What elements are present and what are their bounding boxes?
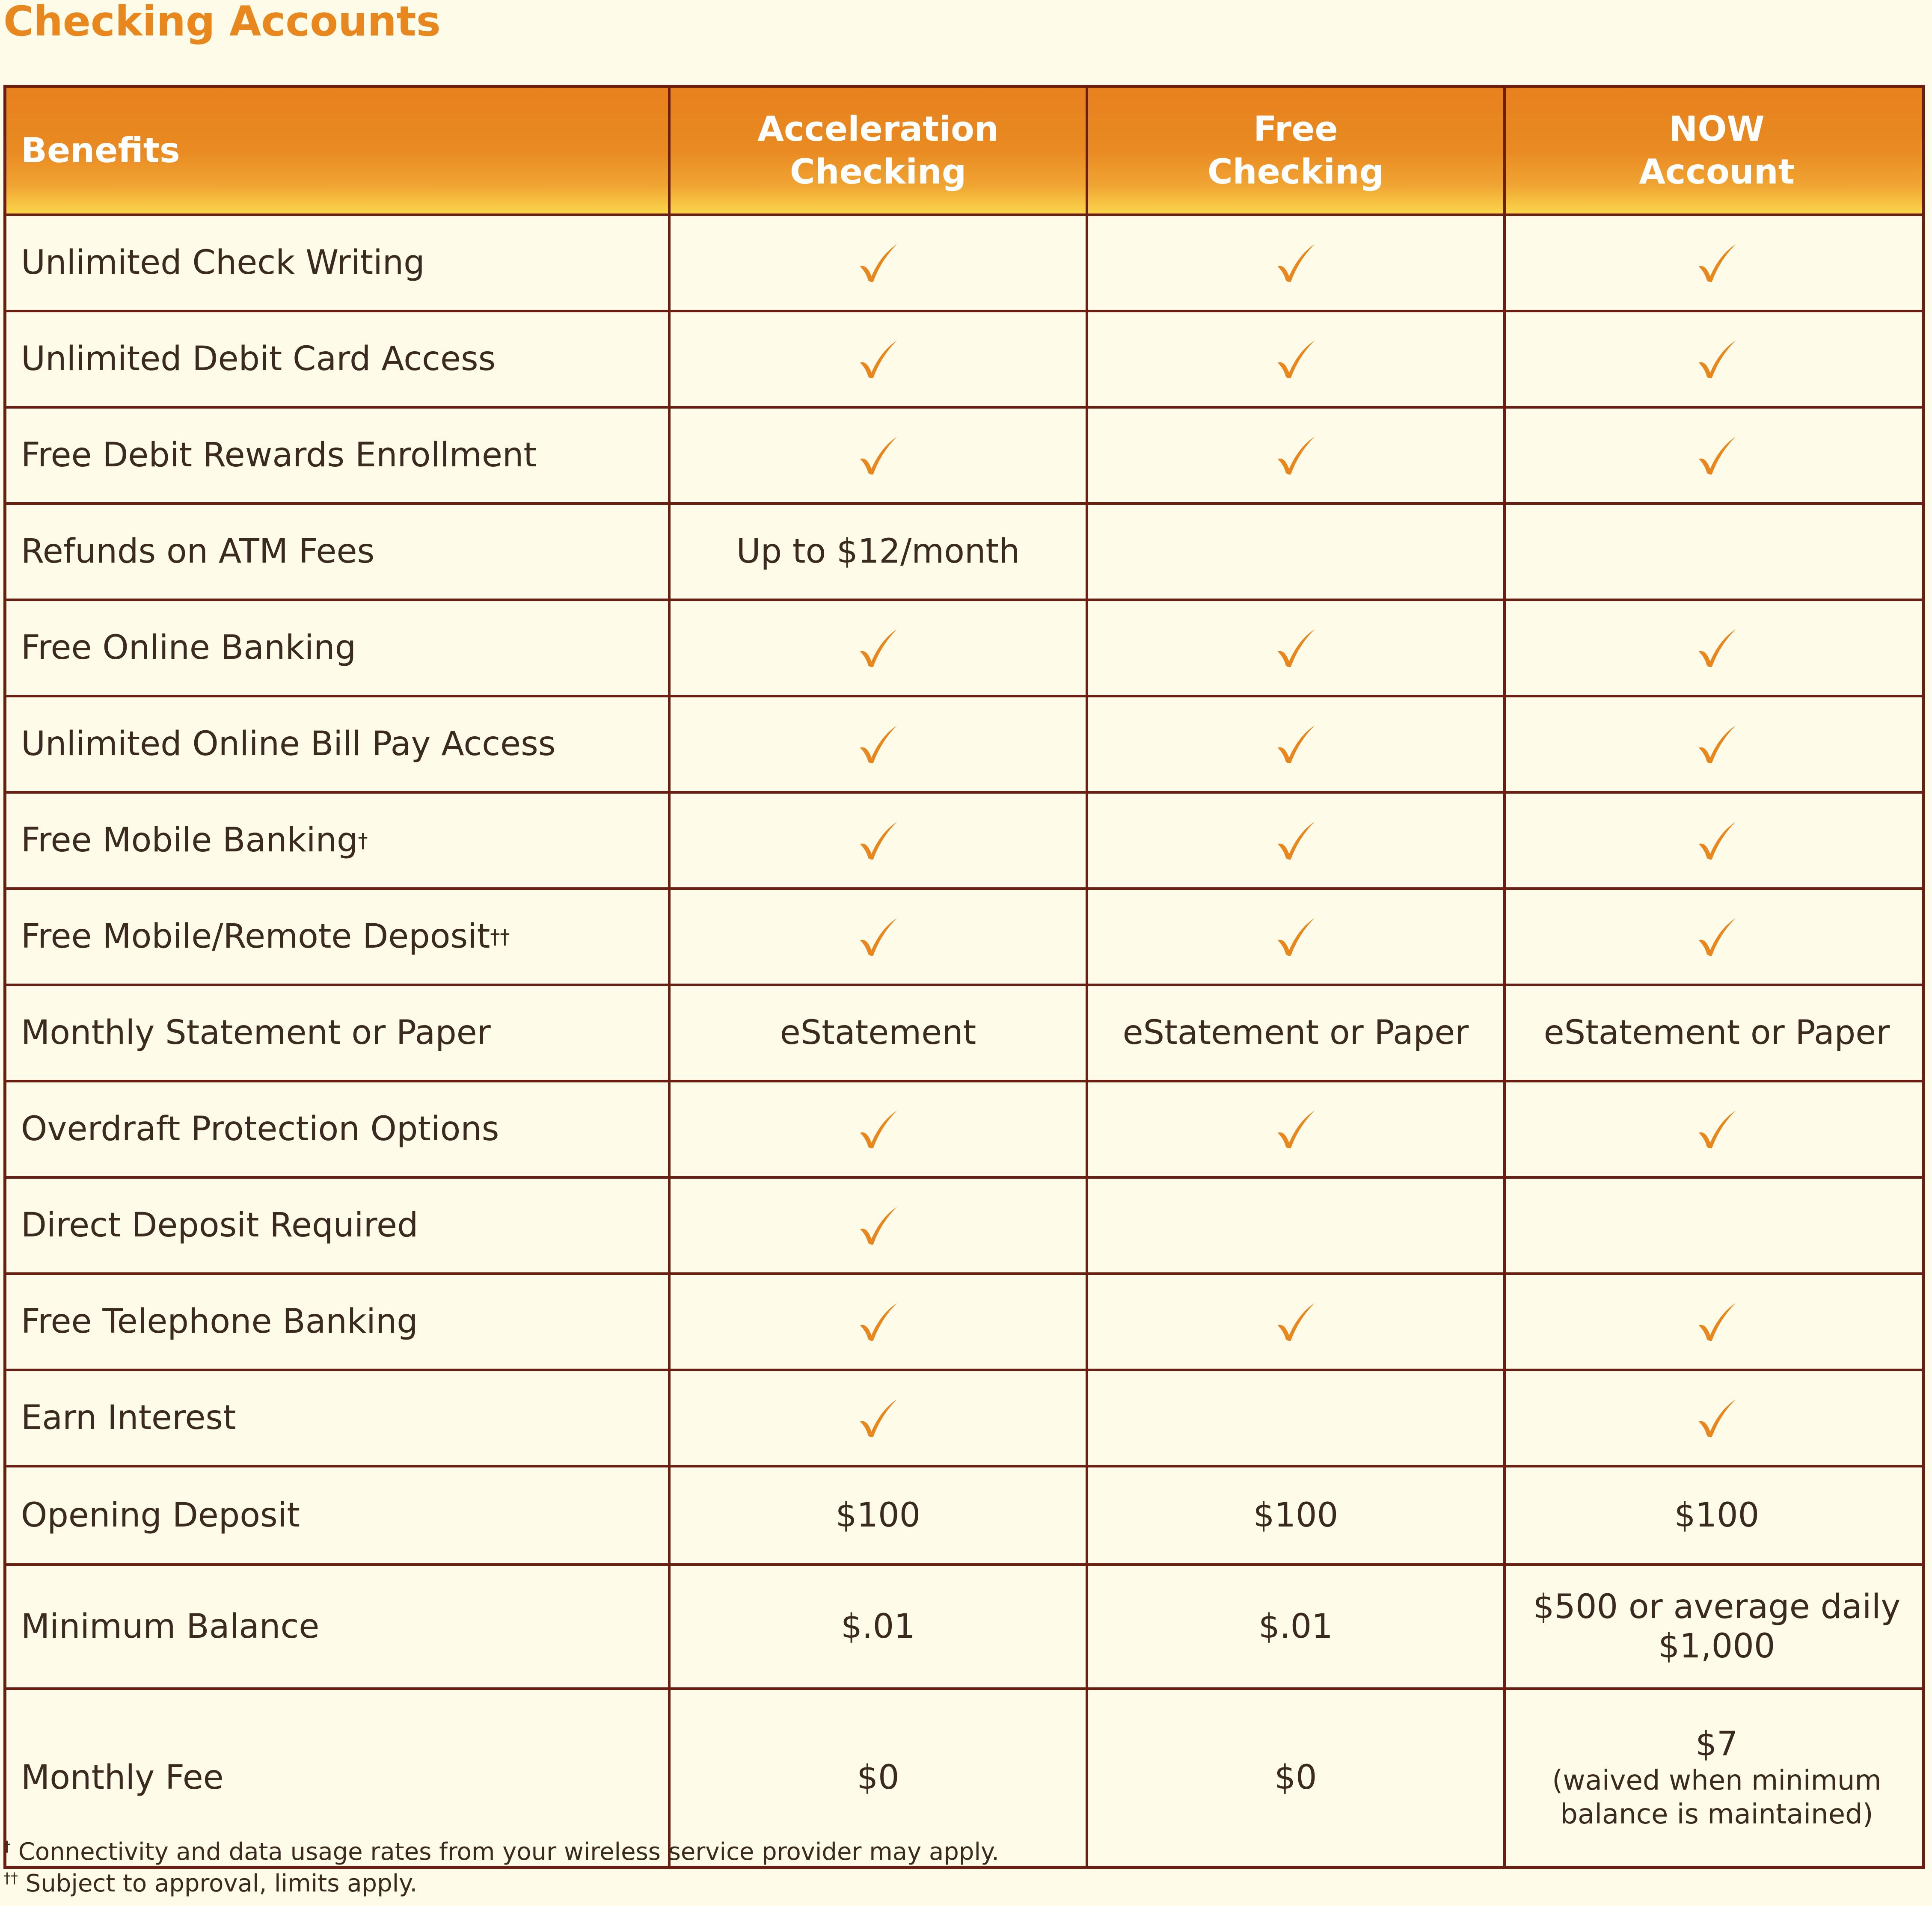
benefit-text: Free Debit Rewards Enrollment xyxy=(21,436,537,475)
table-cell xyxy=(1088,505,1506,601)
table-cell xyxy=(1506,890,1925,986)
benefit-text: Free Mobile Banking xyxy=(21,821,358,860)
benefit-label xyxy=(6,1275,671,1371)
benefit-text: Free Online Banking xyxy=(21,628,356,667)
table-cell xyxy=(1088,1690,1506,1866)
table-cell xyxy=(1088,1371,1506,1467)
table-cell xyxy=(1506,601,1925,697)
header-line: NOW xyxy=(1669,109,1765,149)
header-line: Acceleration xyxy=(757,109,999,149)
footnote xyxy=(3,1836,999,1868)
footnote-mark: †† xyxy=(3,1870,18,1887)
checkmark-icon xyxy=(1696,820,1737,861)
benefit-label xyxy=(6,986,671,1082)
footnote-text: Connectivity and data usage rates from your wireless service provider may apply. xyxy=(11,1838,999,1866)
checkmark-icon xyxy=(1696,435,1737,476)
table-cell xyxy=(1506,1082,1925,1179)
cell-value: $100 xyxy=(1674,1496,1760,1535)
table-cell xyxy=(1506,409,1925,505)
benefit-text: Opening Deposit xyxy=(21,1496,300,1535)
cell-value-stack xyxy=(1533,1587,1901,1666)
table-cell xyxy=(1506,794,1925,890)
table-cell xyxy=(671,697,1088,794)
benefit-text: Free Telephone Banking xyxy=(21,1302,418,1341)
cell-value: eStatement or Paper xyxy=(1543,1014,1890,1052)
checkmark-icon xyxy=(858,1205,899,1246)
cell-value-line: $500 or average daily xyxy=(1533,1587,1901,1626)
footnote-mark: † xyxy=(3,1838,11,1855)
cell-value: $.01 xyxy=(841,1607,915,1646)
cell-value-line: $1,000 xyxy=(1658,1627,1775,1666)
benefit-text: Free Mobile/Remote Deposit xyxy=(21,917,490,956)
table-cell xyxy=(1088,216,1506,312)
table-cell xyxy=(1506,1275,1925,1371)
fee-stack xyxy=(1552,1725,1881,1831)
benefit-label: Free Mobile/Remote Deposit †† xyxy=(6,890,671,986)
header-line: Account xyxy=(1639,152,1795,192)
footnotes xyxy=(3,1836,999,1900)
benefit-label xyxy=(6,505,671,601)
header-line: Checking xyxy=(789,152,967,192)
benefit-label xyxy=(6,1082,671,1179)
table-cell xyxy=(1506,216,1925,312)
table-cell xyxy=(1088,1467,1506,1566)
table-cell xyxy=(671,1179,1088,1275)
table-cell xyxy=(671,409,1088,505)
checkmark-icon xyxy=(1696,628,1737,669)
table-cell xyxy=(1088,697,1506,794)
checkmark-icon xyxy=(858,1109,899,1150)
table-cell xyxy=(671,216,1088,312)
table-cell xyxy=(671,601,1088,697)
checkmark-icon xyxy=(1696,916,1737,957)
footnote xyxy=(3,1868,999,1900)
fee-amount: $7 xyxy=(1695,1725,1738,1764)
benefit-text: Unlimited Online Bill Pay Access xyxy=(21,725,556,764)
benefit-label xyxy=(6,312,671,409)
benefit-label xyxy=(6,601,671,697)
benefit-label xyxy=(6,1566,671,1690)
table-cell xyxy=(671,890,1088,986)
table-cell xyxy=(1506,1371,1925,1467)
checkmark-icon xyxy=(1275,243,1316,284)
cell-value: $100 xyxy=(835,1496,921,1535)
checkmark-icon xyxy=(858,435,899,476)
header-now-account xyxy=(1506,88,1925,216)
checkmark-icon xyxy=(1696,1398,1737,1439)
table-cell xyxy=(1088,1275,1506,1371)
benefit-text: Unlimited Debit Card Access xyxy=(21,340,496,379)
header-line: Checking xyxy=(1207,152,1384,192)
benefit-label xyxy=(6,1371,671,1467)
table-cell xyxy=(1506,505,1925,601)
benefit-text: Monthly Statement or Paper xyxy=(21,1014,491,1052)
cell-value: Up to $12/month xyxy=(736,532,1020,571)
checkmark-icon xyxy=(858,1301,899,1343)
checkmark-icon xyxy=(1275,339,1316,380)
table-cell xyxy=(1088,409,1506,505)
checkmark-icon xyxy=(1275,1109,1316,1150)
benefit-text: Earn Interest xyxy=(21,1399,236,1438)
benefit-text: Minimum Balance xyxy=(21,1607,320,1646)
table-cell xyxy=(671,1371,1088,1467)
benefit-label xyxy=(6,409,671,505)
checkmark-icon xyxy=(1696,339,1737,380)
checkmark-icon xyxy=(1275,1301,1316,1343)
table-cell xyxy=(1088,794,1506,890)
cell-value: eStatement xyxy=(780,1014,976,1052)
table-cell xyxy=(1088,890,1506,986)
checkmark-icon xyxy=(1275,724,1316,765)
benefit-label xyxy=(6,1467,671,1566)
table-cell xyxy=(1506,1467,1925,1566)
table-cell xyxy=(671,794,1088,890)
checkmark-icon xyxy=(1275,435,1316,476)
table-cell xyxy=(1088,1566,1506,1690)
table-cell xyxy=(1088,1179,1506,1275)
checkmark-icon xyxy=(1275,916,1316,957)
benefit-text: Unlimited Check Writing xyxy=(21,243,425,282)
table-cell xyxy=(1506,312,1925,409)
checkmark-icon xyxy=(1275,820,1316,861)
table-cell xyxy=(1506,1690,1925,1866)
checkmark-icon xyxy=(858,724,899,765)
table-cell xyxy=(671,1566,1088,1690)
cell-value: $0 xyxy=(857,1758,899,1797)
table-cell xyxy=(1506,1179,1925,1275)
fee-note: balance is maintained) xyxy=(1560,1798,1873,1830)
checkmark-icon xyxy=(858,820,899,861)
checkmark-icon xyxy=(1696,724,1737,765)
comparison-table xyxy=(3,85,1925,1869)
table-cell xyxy=(1506,1566,1925,1690)
footnote-text: Subject to approval, limits apply. xyxy=(18,1870,418,1897)
table-cell xyxy=(671,505,1088,601)
benefit-label xyxy=(6,1179,671,1275)
page-title: Checking Accounts xyxy=(3,0,441,45)
cell-value: $100 xyxy=(1253,1496,1338,1535)
table-cell xyxy=(671,986,1088,1082)
checkmark-icon xyxy=(1275,628,1316,669)
cell-value: $0 xyxy=(1274,1758,1317,1797)
header-free-checking xyxy=(1088,88,1506,216)
table-cell xyxy=(1088,601,1506,697)
checkmark-icon xyxy=(858,628,899,669)
cell-value: $.01 xyxy=(1258,1607,1333,1646)
benefit-text: Refunds on ATM Fees xyxy=(21,532,375,571)
checkmark-icon xyxy=(1696,243,1737,284)
table-cell xyxy=(671,312,1088,409)
checkmark-icon xyxy=(1696,1109,1737,1150)
table-cell xyxy=(671,1082,1088,1179)
benefit-text: Monthly Fee xyxy=(21,1758,224,1797)
table-cell xyxy=(1088,986,1506,1082)
table-cell xyxy=(671,1275,1088,1371)
checkmark-icon xyxy=(858,1398,899,1439)
table-cell xyxy=(1506,697,1925,794)
header-line: Free xyxy=(1253,109,1338,149)
benefit-label xyxy=(6,216,671,312)
checkmark-icon xyxy=(858,243,899,284)
header-benefits: Benefits xyxy=(6,88,671,216)
cell-value: eStatement or Paper xyxy=(1122,1014,1469,1052)
table-cell xyxy=(1088,1082,1506,1179)
table-cell xyxy=(671,1467,1088,1566)
table-cell xyxy=(1506,986,1925,1082)
benefit-label xyxy=(6,697,671,794)
benefit-text: Overdraft Protection Options xyxy=(21,1110,499,1149)
fee-note: (waived when minimum xyxy=(1552,1765,1882,1797)
table-cell xyxy=(1088,312,1506,409)
benefit-label: Free Mobile Banking † xyxy=(6,794,671,890)
header-acceleration-checking xyxy=(671,88,1088,216)
checkmark-icon xyxy=(858,339,899,380)
benefit-text: Direct Deposit Required xyxy=(21,1206,418,1245)
checkmark-icon xyxy=(858,916,899,957)
checkmark-icon xyxy=(1696,1301,1737,1343)
